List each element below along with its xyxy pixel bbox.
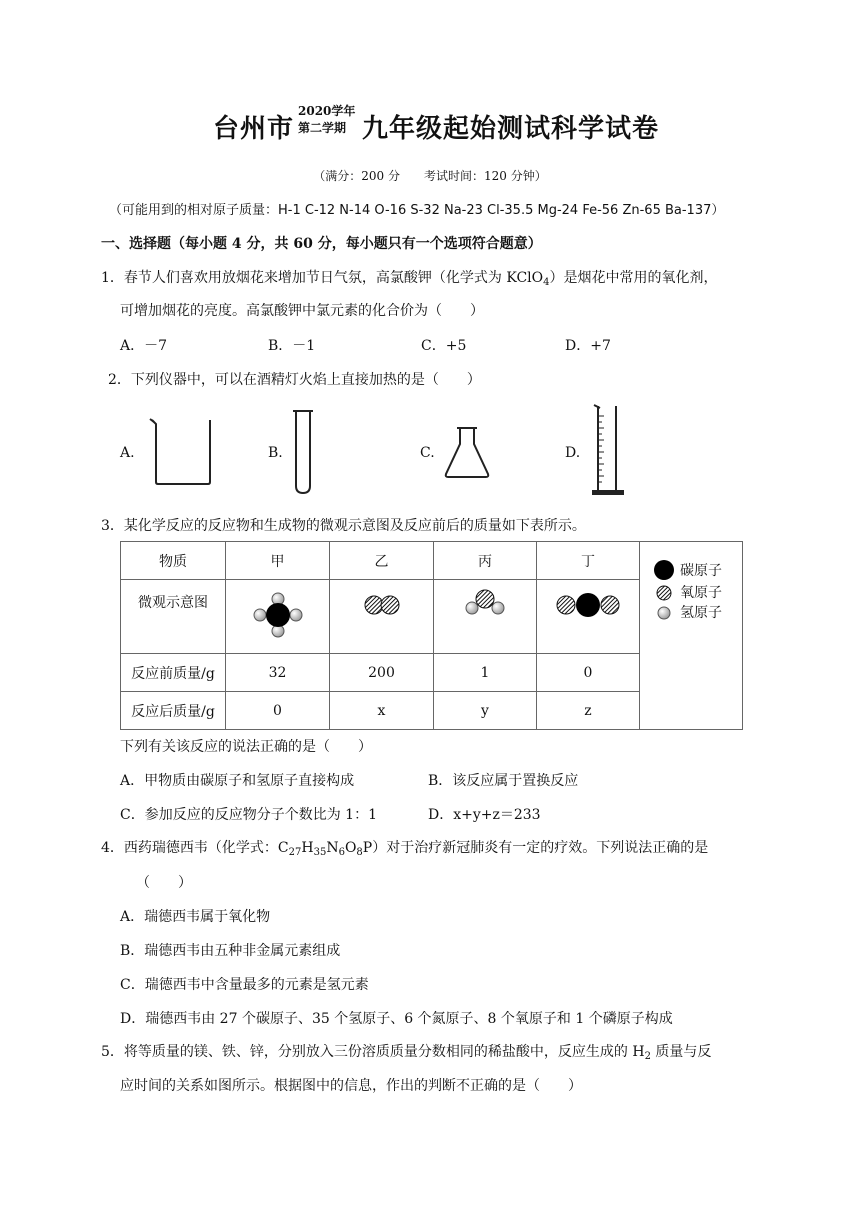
table-header-ding: 丁 bbox=[537, 542, 640, 580]
table-header-bing: 丙 bbox=[434, 542, 537, 580]
hydrogen-atom-icon bbox=[658, 607, 670, 619]
cell-before-jia: 32 bbox=[226, 654, 330, 692]
title-city: 台州市 bbox=[213, 114, 295, 144]
molecule-ding bbox=[537, 580, 640, 654]
q1-option-c[interactable]: C．+5 bbox=[421, 338, 467, 354]
q4-option-c[interactable]: C．瑞德西韦中含量最多的元素是氢元素 bbox=[120, 977, 369, 993]
q4-option-b[interactable]: B．瑞德西韦由五种非金属元素组成 bbox=[120, 943, 341, 959]
title-year: 2020学年 bbox=[298, 104, 356, 118]
table-micro-label: 微观示意图 bbox=[121, 580, 226, 654]
table-header-yi: 乙 bbox=[330, 542, 434, 580]
table-header-jia: 甲 bbox=[226, 542, 330, 580]
q1-option-b[interactable]: B．－1 bbox=[268, 338, 316, 354]
q5-stem-line1: 5．将等质量的镁、铁、锌，分别放入三份溶质质量分数相同的稀盐酸中，反应生成的 $H_2$ 质量与反 bbox=[101, 1044, 712, 1062]
row-after-label: 反应后质量/g bbox=[121, 692, 226, 730]
row-before-label: 反应前质量/g bbox=[121, 654, 226, 692]
methane-molecule-icon bbox=[248, 585, 308, 645]
q2-option-a[interactable]: A. bbox=[120, 445, 135, 461]
q3-option-b[interactable]: B．该反应属于置换反应 bbox=[428, 773, 579, 789]
cell-after-jia: 0 bbox=[226, 692, 330, 730]
carbon-dioxide-molecule-icon bbox=[548, 592, 628, 618]
graduated-cylinder-icon bbox=[588, 402, 628, 500]
q2-option-d[interactable]: D. bbox=[565, 445, 581, 461]
test-tube-icon bbox=[290, 408, 316, 496]
section-heading: 一、选择题（每小题 4 分，共 60 分，每小题只有一个选项符合题意） bbox=[101, 236, 542, 252]
legend-cell bbox=[640, 542, 743, 730]
q2-option-c[interactable]: C. bbox=[420, 445, 435, 461]
cell-before-yi: 200 bbox=[330, 654, 434, 692]
legend-carbon: 碳原子 bbox=[680, 563, 722, 579]
q3-question: 下列有关该反应的说法正确的是（ ） bbox=[120, 739, 372, 755]
q3-option-a[interactable]: A．甲物质由碳原子和氢原子直接构成 bbox=[120, 773, 355, 789]
legend-hydrogen: 氢原子 bbox=[680, 605, 722, 621]
q3-stem: 3．某化学反应的反应物和生成物的微观示意图及反应前后的质量如下表所示。 bbox=[101, 518, 586, 534]
cell-before-bing: 1 bbox=[434, 654, 537, 692]
oxygen-molecule-icon bbox=[357, 594, 407, 616]
exam-title bbox=[0, 102, 860, 146]
cell-after-yi: x bbox=[330, 692, 434, 730]
q5-stem-line2: 应时间的关系如图所示。根据图中的信息，作出的判断不正确的是（ ） bbox=[120, 1078, 582, 1094]
cell-after-bing: y bbox=[434, 692, 537, 730]
q2-stem: 2．下列仪器中，可以在酒精灯火焰上直接加热的是（ ） bbox=[108, 372, 481, 388]
molecule-yi bbox=[330, 580, 434, 654]
cell-before-ding: 0 bbox=[537, 654, 640, 692]
title-term: 第二学期 bbox=[298, 121, 347, 135]
q4-option-a[interactable]: A．瑞德西韦属于氧化物 bbox=[120, 909, 271, 925]
conical-flask-icon bbox=[442, 424, 492, 480]
table-header-substance: 物质 bbox=[121, 542, 226, 580]
exam-info: （满分：200 分 考试时间：120 分钟） bbox=[313, 169, 547, 183]
beaker-icon bbox=[148, 416, 218, 488]
q1-option-d[interactable]: D．+7 bbox=[565, 338, 611, 354]
molecule-bing bbox=[434, 580, 537, 654]
q3-option-c[interactable]: C．参加反应的反应物分子个数比为 1：1 bbox=[120, 807, 377, 823]
q4-stem-line2: （ ） bbox=[136, 875, 192, 891]
legend-oxygen: 氧原子 bbox=[680, 585, 722, 601]
q1-option-a[interactable]: A．－7 bbox=[120, 338, 168, 354]
q3-option-d[interactable]: D．x+y+z＝233 bbox=[428, 807, 541, 823]
q2-option-b[interactable]: B. bbox=[268, 445, 283, 461]
oxygen-atom-icon bbox=[657, 586, 671, 600]
title-name: 九年级起始测试科学试卷 bbox=[362, 114, 660, 144]
q1-stem-line2: 可增加烟花的亮度。高氯酸钾中氯元素的化合价为（ ） bbox=[120, 303, 484, 319]
reaction-table bbox=[120, 541, 743, 730]
q4-stem-line1: 4．西药瑞德西韦（化学式：$C_{27}H_{35}N_6O_8P$）对于治疗新冠肺炎有一定的疗效。下列说法正确的是 bbox=[101, 840, 709, 858]
atomic-masses: （可能用到的相对原子质量：H-1 C-12 N-14 O-16 S-32 Na-23 Cl-35.5 Mg-24 Fe-56 Zn-65 Ba-137） bbox=[109, 203, 725, 218]
molecule-jia bbox=[226, 580, 330, 654]
q4-option-d[interactable]: D．瑞德西韦由 27 个碳原子、35 个氢原子、6 个氮原子、8 个氧原子和 1 个磷原子构成 bbox=[120, 1011, 673, 1027]
cell-after-ding: z bbox=[537, 692, 640, 730]
water-molecule-icon bbox=[460, 588, 510, 618]
q1-stem-line1: 1．春节人们喜欢用放烟花来增加节日气氛，高氯酸钾（化学式为 KClO$_4$）是烟花中常用的氧化剂， bbox=[101, 270, 718, 288]
carbon-atom-icon bbox=[654, 560, 674, 580]
